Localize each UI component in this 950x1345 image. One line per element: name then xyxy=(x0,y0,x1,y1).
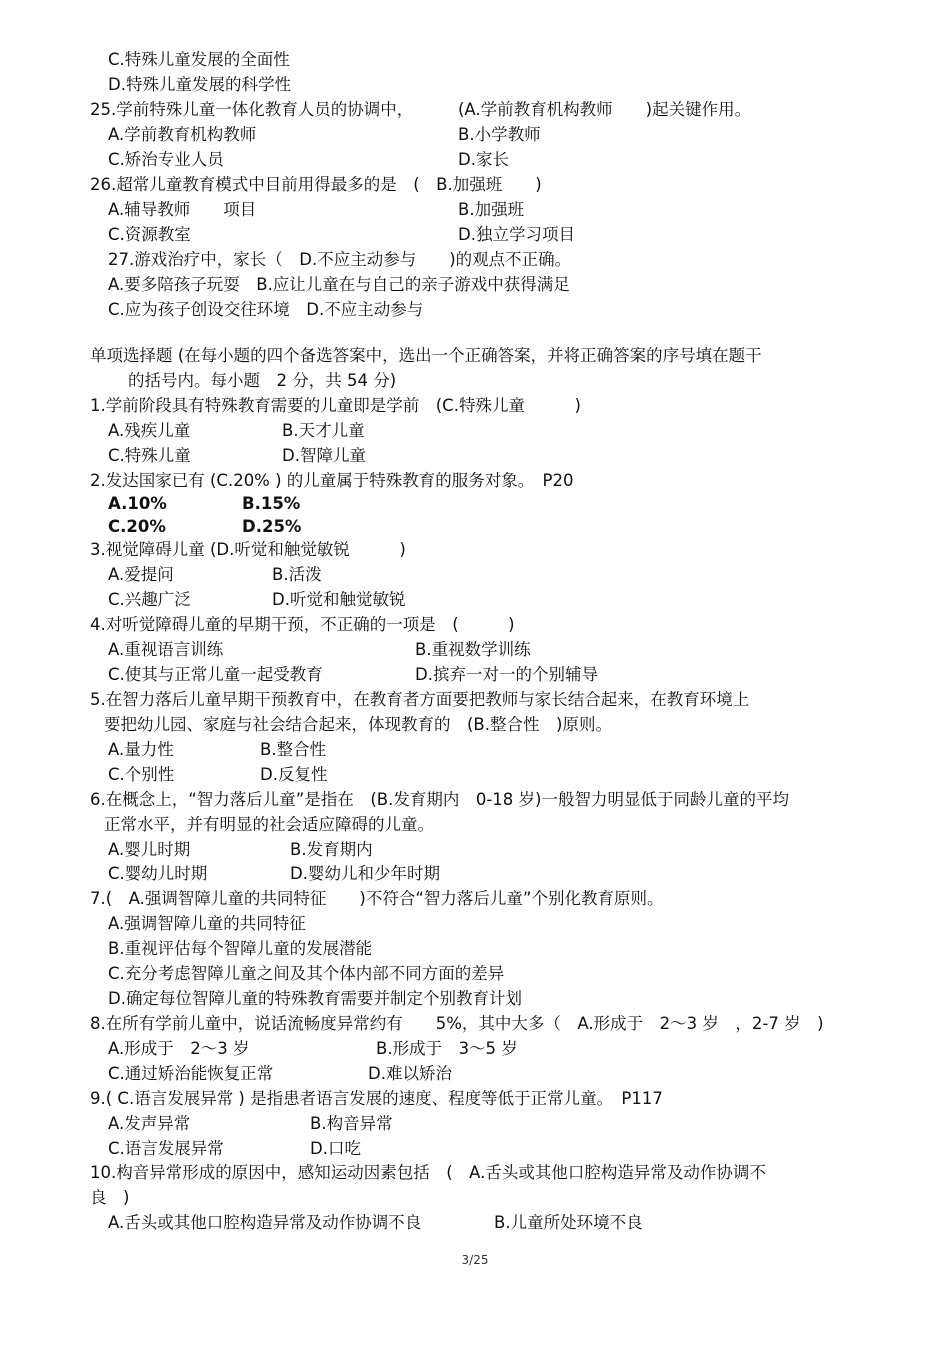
option-line: A.舌头或其他口腔构造异常及动作协调不良 xyxy=(108,1213,422,1232)
question-line: 10.构音异常形成的原因中，感知运动因素包括 ( A.舌头或其他口腔构造异常及动作协调不 xyxy=(90,1163,766,1182)
question-line: 2.发达国家已有 (C.20% ) 的儿童属于特殊教育的服务对象。 P20 xyxy=(90,471,574,490)
option-line: C.20% xyxy=(108,517,166,536)
option-line: A.残疾儿童 xyxy=(108,421,191,440)
question-line: 6.在概念上，“智力落后儿童”是指在 (B.发育期内 0-18 岁)一般智力明显低于同龄儿童的平均 xyxy=(90,790,789,809)
option-line: A.辅导教师 项目 xyxy=(108,200,257,219)
option-line: B.小学教师 xyxy=(458,125,541,144)
option-line: C.特殊儿童 xyxy=(108,446,191,465)
question-line: 1.学前阶段具有特殊教育需要的儿童即是学前 (C.特殊儿童 ) xyxy=(90,396,581,415)
option-line: D.口吃 xyxy=(310,1139,361,1158)
option-line: D.确定每位智障儿童的特殊教育需要并制定个别教育计划 xyxy=(108,989,522,1008)
option-line: C.兴趣广泛 xyxy=(108,590,191,609)
option-line: A.要多陪孩子玩耍 B.应让儿童在与自己的亲子游戏中获得满足 xyxy=(108,275,570,294)
question-line: 4.对听觉障碍儿童的早期干预，不正确的一项是 ( ) xyxy=(90,615,515,634)
question-line: 7.( A.强调智障儿童的共同特征 )不符合“智力落后儿童”个别化教育原则。 xyxy=(90,889,664,908)
option-line: D.独立学习项目 xyxy=(458,225,575,244)
option-line: A.爱提问 xyxy=(108,565,174,584)
question-line: 良 ) xyxy=(90,1188,130,1207)
option-line: B.形成于 3～5 岁 xyxy=(376,1039,518,1058)
option-line: D.反复性 xyxy=(260,765,328,784)
section-heading: 单项选择题 (在每小题的四个备选答案中，选出一个正确答案，并将正确答案的序号填在题干 xyxy=(90,346,762,365)
option-line: B.儿童所处环境不良 xyxy=(494,1213,643,1232)
option-line: D.摈弃一对一的个别辅导 xyxy=(415,665,598,684)
option-line: A.发声异常 xyxy=(108,1114,191,1133)
option-line: D.智障儿童 xyxy=(282,446,366,465)
option-line: B.天才儿童 xyxy=(282,421,365,440)
option-line: A.形成于 2～3 岁 xyxy=(108,1039,250,1058)
option-line: B.发育期内 xyxy=(290,840,373,859)
option-line: C.个别性 xyxy=(108,765,175,784)
option-line: C.特殊儿童发展的全面性 xyxy=(108,50,290,69)
option-line: C.通过矫治能恢复正常 xyxy=(108,1064,274,1083)
option-line: A.强调智障儿童的共同特征 xyxy=(108,914,306,933)
option-line: C.资源教室 xyxy=(108,225,191,244)
option-line: A.重视语言训练 xyxy=(108,640,224,659)
question-line: 27.游戏治疗中，家长（ D.不应主动参与 )的观点不正确。 xyxy=(108,250,572,269)
question-line: 25.学前特殊儿童一体化教育人员的协调中， xyxy=(90,100,414,119)
section-heading: 的括号内。每小题 2 分，共 54 分) xyxy=(128,371,397,390)
option-line: D.家长 xyxy=(458,150,509,169)
option-line: D.25% xyxy=(242,517,302,536)
option-line: C.应为孩子创设交往环境 D.不应主动参与 xyxy=(108,300,424,319)
question-line: 26.超常儿童教育模式中目前用得最多的是 ( B.加强班 ) xyxy=(90,175,542,194)
option-line: D.特殊儿童发展的科学性 xyxy=(108,75,291,94)
option-line: B.重视数学训练 xyxy=(415,640,531,659)
option-line: D.听觉和触觉敏锐 xyxy=(272,590,406,609)
option-line: C.矫治专业人员 xyxy=(108,150,224,169)
question-line: 要把幼儿园、家庭与社会结合起来，体现教育的 (B.整合性 )原则。 xyxy=(104,715,612,734)
question-line: 8.在所有学前儿童中，说话流畅度异常约有 5%，其中大多（ A.形成于 2～3 岁 ，2-7 岁 ) xyxy=(90,1014,824,1033)
option-line: D.婴幼儿和少年时期 xyxy=(290,864,440,883)
option-line: B.构音异常 xyxy=(310,1114,393,1133)
option-line: A.量力性 xyxy=(108,740,174,759)
question-line: 正常水平，并有明显的社会适应障碍的儿童。 xyxy=(104,815,434,834)
option-line: A.10% xyxy=(108,494,167,513)
question-line: 5.在智力落后儿童早期干预教育中，在教育者方面要把教师与家长结合起来，在教育环境上 xyxy=(90,690,750,709)
option-line: C.使其与正常儿童一起受教育 xyxy=(108,665,323,684)
option-line: B.整合性 xyxy=(260,740,327,759)
option-line: C.充分考虑智障儿童之间及其个体内部不同方面的差异 xyxy=(108,964,505,983)
option-line: A.学前教育机构教师 xyxy=(108,125,257,144)
question-line: 9.( C.语言发展异常 ) 是指患者语言发展的速度、程度等低于正常儿童。 P117 xyxy=(90,1089,663,1108)
answer-line: (A.学前教育机构教师 )起关键作用。 xyxy=(458,100,752,119)
option-line: B.15% xyxy=(242,494,301,513)
option-line: B.加强班 xyxy=(458,200,525,219)
question-line: 3.视觉障碍儿童 (D.听觉和触觉敏锐 ) xyxy=(90,540,406,559)
option-line: C.语言发展异常 xyxy=(108,1139,224,1158)
option-line: D.难以矫治 xyxy=(368,1064,452,1083)
option-line: A.婴儿时期 xyxy=(108,840,191,859)
option-line: B.重视评估每个智障儿童的发展潜能 xyxy=(108,939,373,958)
option-line: C.婴幼儿时期 xyxy=(108,864,208,883)
page-number: 3/25 xyxy=(461,1253,489,1267)
option-line: B.活泼 xyxy=(272,565,322,584)
